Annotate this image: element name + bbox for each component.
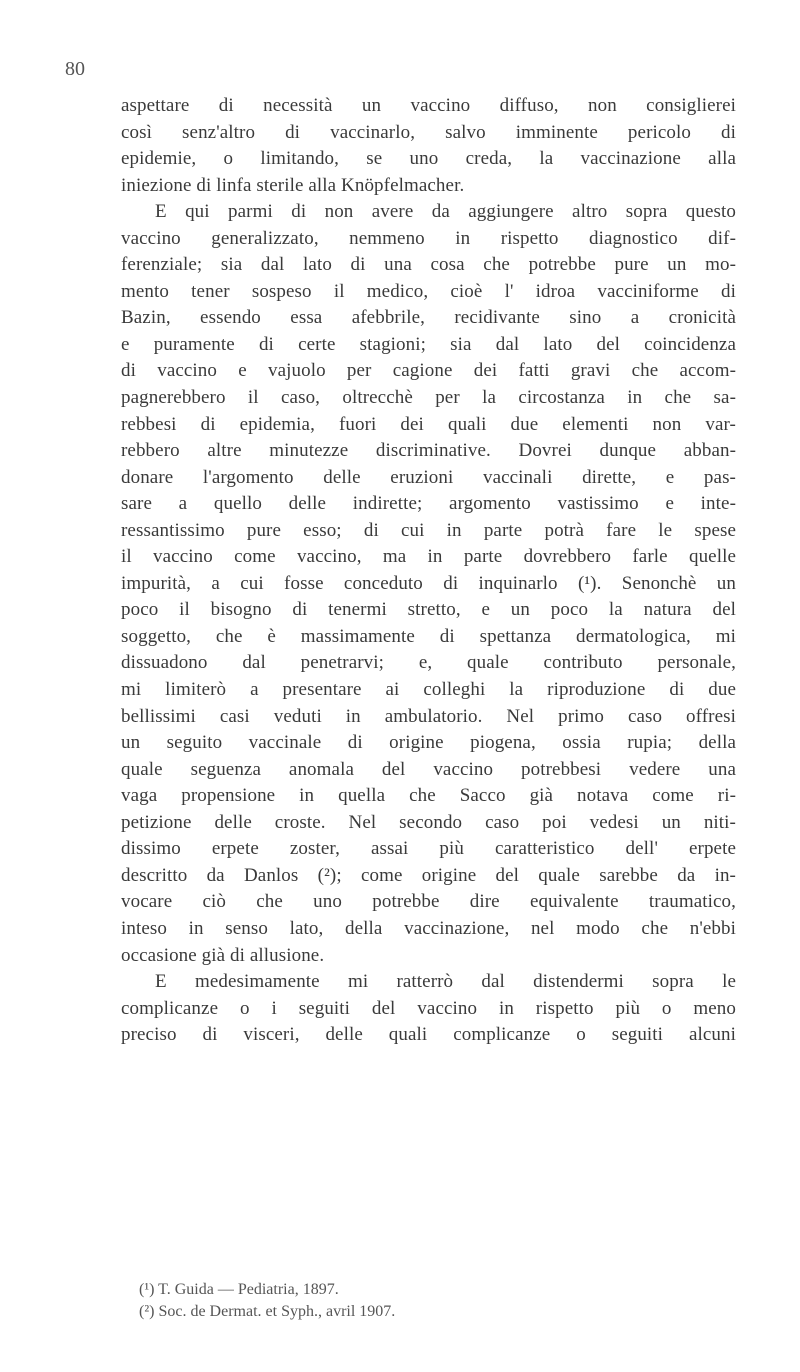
text-line: Bazin, essendo essa afebbrile, recidivante sino a cronicità <box>121 307 736 329</box>
text-line: mi limiterò a presentare ai colleghi la riproduzione di due <box>121 679 736 701</box>
text-line: impurità, a cui fosse conceduto di inquinarlo (¹). Senonchè un <box>121 572 736 594</box>
text-line: petizione delle croste. Nel secondo caso poi vedesi un niti- <box>121 811 736 833</box>
text-line: epidemie, o limitando, se uno creda, la vaccinazione alla <box>121 148 736 170</box>
text-line: mento tener sospeso il medico, cioè l' idroa vacciniforme di <box>121 280 736 302</box>
text-line: vocare ciò che uno potrebbe dire equivalente traumatico, <box>121 891 736 913</box>
text-line: vaccino generalizzato, nemmeno in rispetto diagnostico dif- <box>121 227 736 249</box>
text-line: un seguito vaccinale di origine piogena, ossia rupia; della <box>121 732 736 754</box>
text-line: rebbesi di epidemia, fuori dei quali due elementi non var- <box>121 413 736 435</box>
text-line: preciso di visceri, delle quali complicanze o seguiti alcuni <box>121 1024 736 1046</box>
text-line: donare l'argomento delle eruzioni vaccinali dirette, e pas- <box>121 466 736 488</box>
text-line: inteso in senso lato, della vaccinazione, nel modo che n'ebbi <box>121 917 736 939</box>
footnote: (²) Soc. de Dermat. et Syph., avril 1907. <box>139 1303 396 1320</box>
text-line: di vaccino e vajuolo per cagione dei fatti gravi che accom- <box>121 360 736 382</box>
text-line: pagnerebbero il caso, oltrecchè per la circostanza in che sa- <box>121 387 736 409</box>
text-line: dissuadono dal penetrarvi; e, quale contributo personale, <box>121 652 736 674</box>
text-line: E medesimamente mi ratterrò dal distendermi sopra le <box>155 971 736 993</box>
text-line: così senz'altro di vaccinarlo, salvo imminente pericolo di <box>121 121 736 143</box>
text-line: dissimo erpete zoster, assai più caratteristico dell' erpete <box>121 838 736 860</box>
text-line: aspettare di necessità un vaccino diffuso, non consiglierei <box>121 95 736 116</box>
text-line: ressantissimo pure esso; di cui in parte potrà fare le spese <box>121 519 736 541</box>
text-line: iniezione di linfa sterile alla Knöpfelmacher. <box>121 174 465 196</box>
text-line: ferenziale; sia dal lato di una cosa che potrebbe pure un mo- <box>121 254 736 276</box>
page-number: 80 <box>65 58 85 80</box>
text-line: quale seguenza anomala del vaccino potrebbesi vedere una <box>121 758 736 780</box>
text-line: descritto da Danlos (²); come origine del quale sarebbe da in- <box>121 864 736 886</box>
text-line: e puramente di certe stagioni; sia dal lato del coincidenza <box>121 333 736 355</box>
text-line: soggetto, che è massimamente di spettanza dermatologica, mi <box>121 625 736 647</box>
text-line: vaga propensione in quella che Sacco già notava come ri- <box>121 785 736 807</box>
text-line: rebbero altre minutezze discriminative. Dovrei dunque abban- <box>121 440 736 462</box>
body-text <box>121 93 736 1049</box>
text-line: il vaccino come vaccino, ma in parte dovrebbero farle quelle <box>121 546 736 568</box>
footnotes <box>139 1279 699 1323</box>
text-line: bellissimi casi veduti in ambulatorio. Nel primo caso offresi <box>121 705 736 727</box>
text-line: sare a quello delle indirette; argomento vastissimo e inte- <box>121 493 736 515</box>
text-line: occasione già di allusione. <box>121 944 325 966</box>
text-line: complicanze o i seguiti del vaccino in rispetto più o meno <box>121 997 736 1019</box>
text-line: E qui parmi di non avere da aggiungere altro sopra questo <box>155 201 736 223</box>
footnote: (¹) T. Guida — Pediatria, 1897. <box>139 1281 339 1298</box>
text-line: poco il bisogno di tenermi stretto, e un poco la natura del <box>121 599 736 621</box>
